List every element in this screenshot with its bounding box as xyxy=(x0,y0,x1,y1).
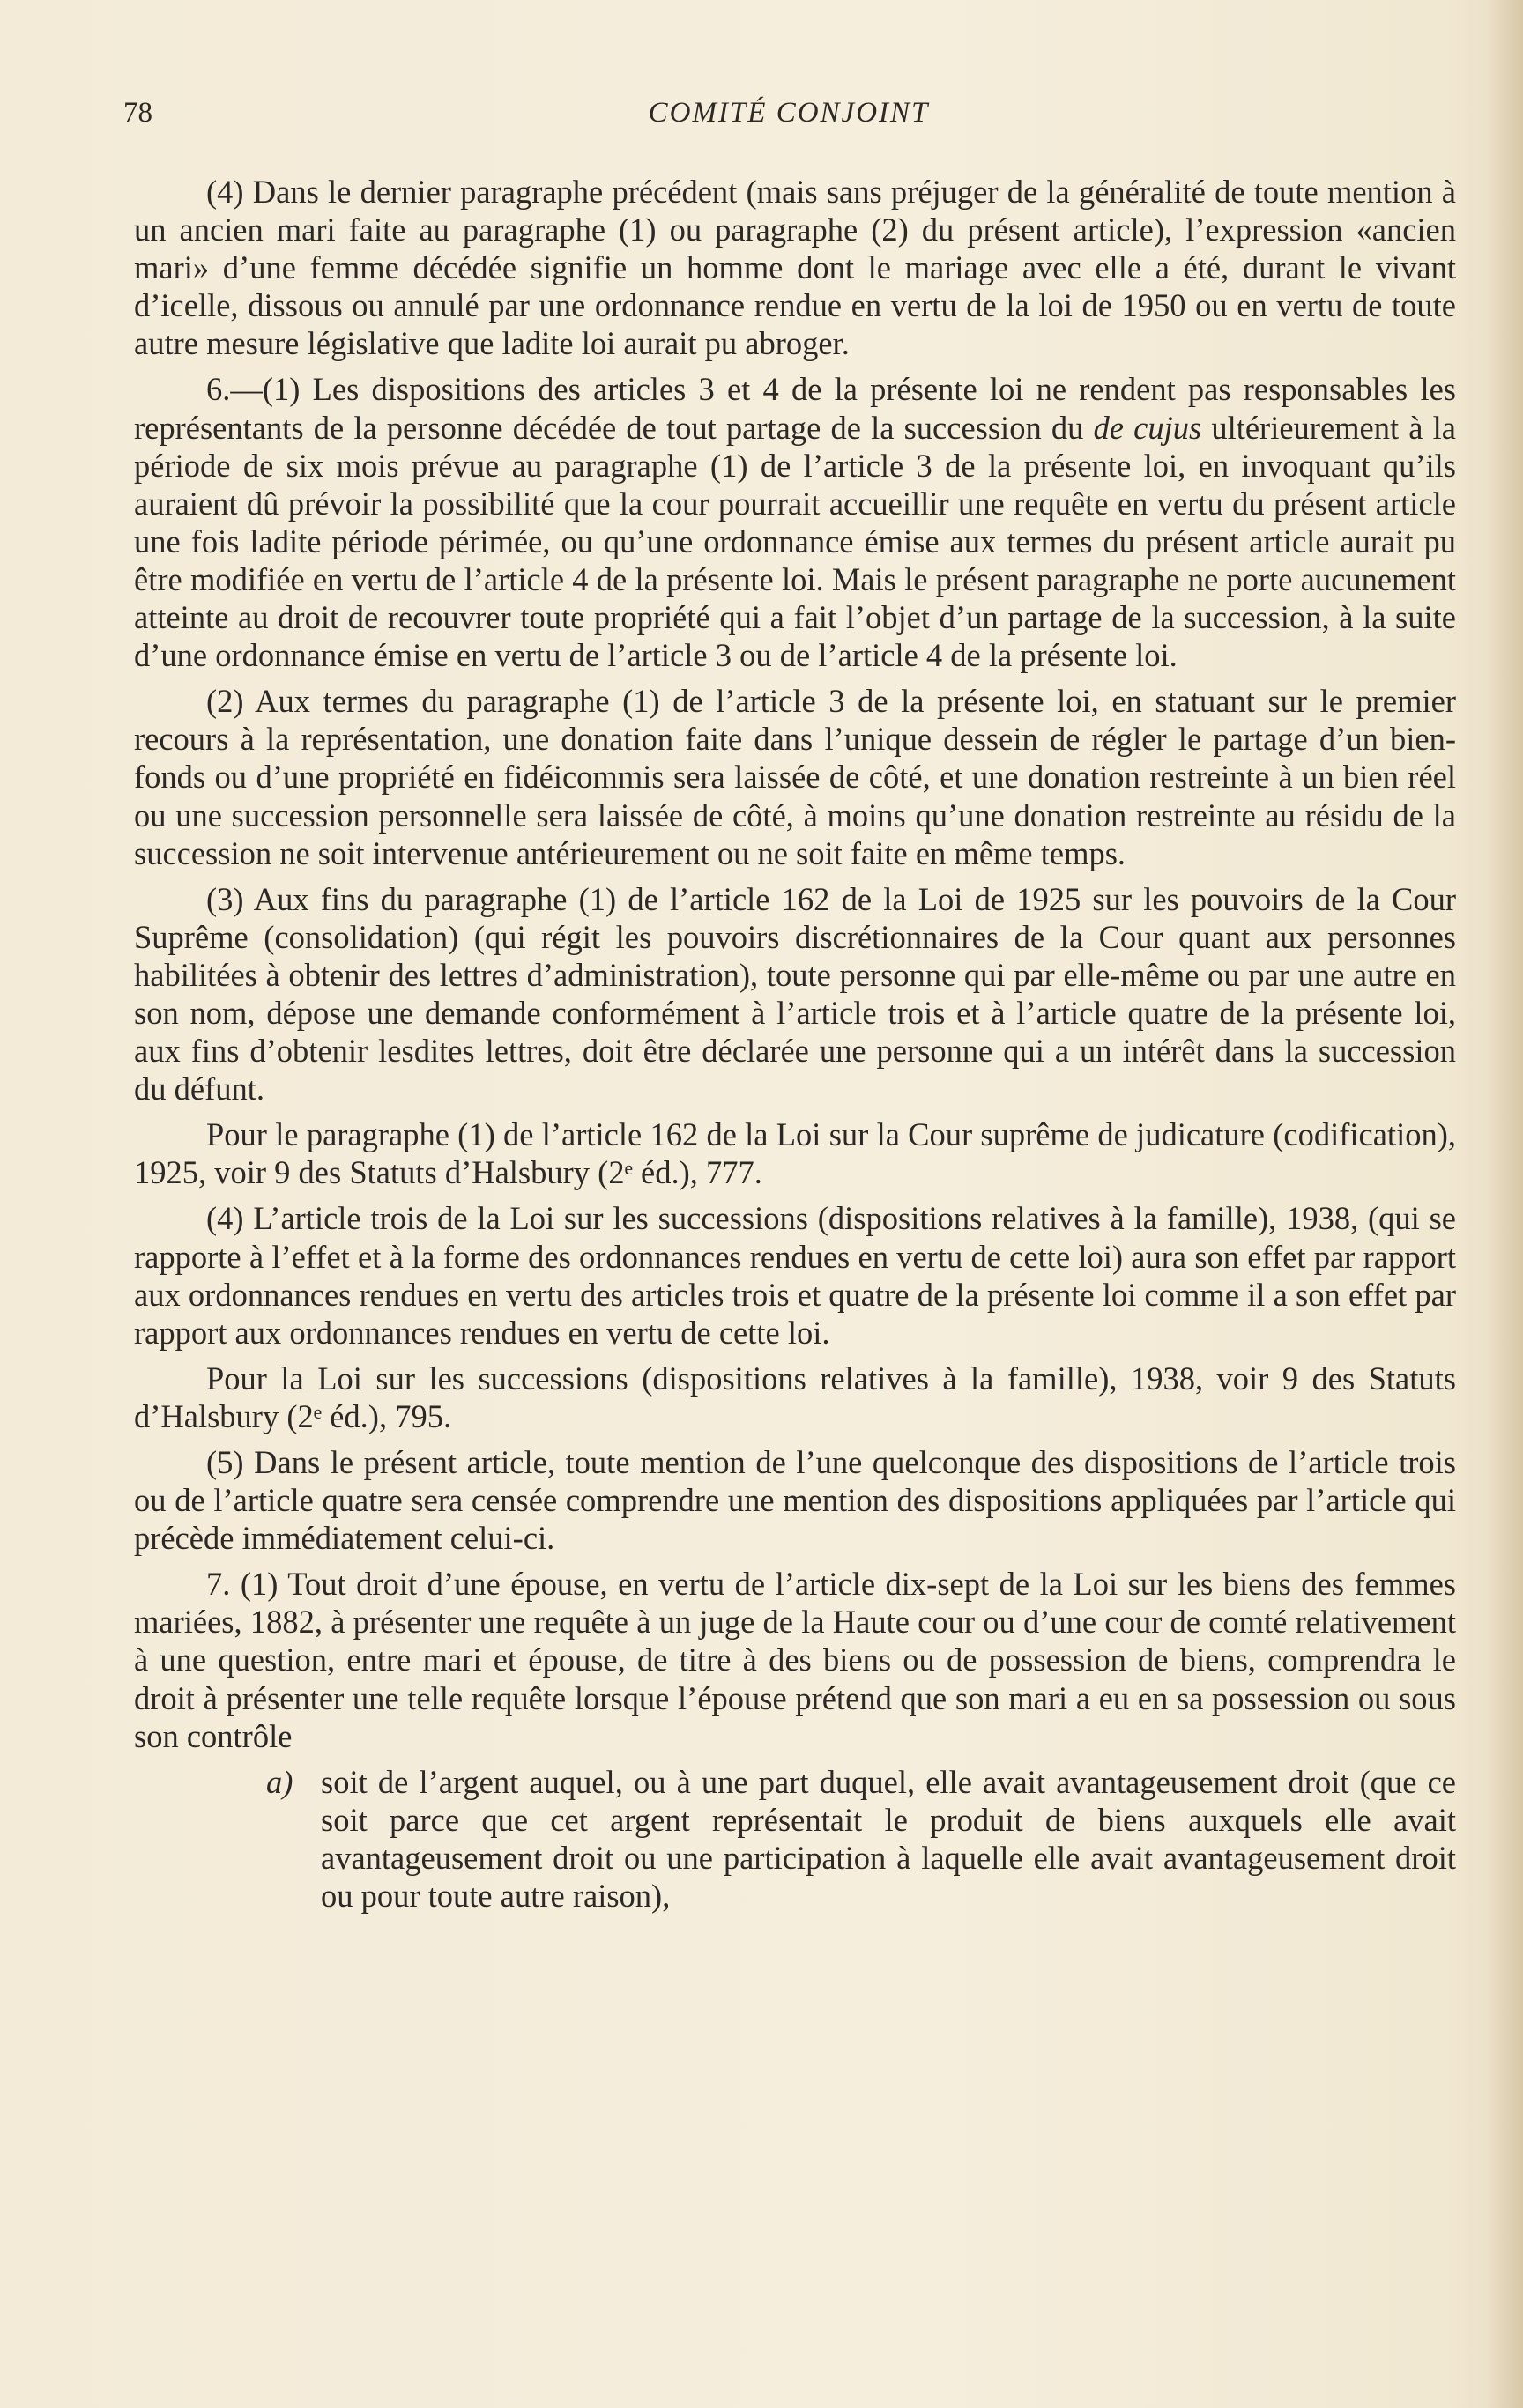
page-number: 78 xyxy=(123,97,152,129)
paragraph-article-7-1: 7. (1) Tout droit d’une épouse, en vertu de l’article dix-sept de la Loi sur les biens des femmes mariées, 1882, à présenter une requête à un juge de la Haute cour ou d’une cour de comté relativement à une question, entre mari et épouse, de titre à des biens ou de possession de biens, comprendra le droit à présenter une telle requête lorsque l’épouse prétend que son mari a eu en sa possession ou sous son contrôle xyxy=(134,1566,1456,1754)
running-head: COMITÉ CONJOINT xyxy=(648,97,930,129)
page-body xyxy=(134,173,1456,1915)
list-marker: a) xyxy=(266,1763,293,1800)
paragraph-6-3: (3) Aux fins du paragraphe (1) de l’article 162 de la Loi de 1925 sur les pouvoirs de la Cour Suprême (consolidation) (qui régit les pouvoirs discrétionnaires de la Cour quant aux personnes habilitées à obtenir des lettres d’administration), toute personne qui par elle-même ou par une autre en son nom, dépose une demande conformément à l’article trois et à l’article quatre de la présente loi, aux fins d’obtenir lesdites lettres, doit être déclarée une personne qui a un intérêt dans la succession du défunt. xyxy=(134,880,1456,1108)
note-loi-successions: Pour la Loi sur les successions (dispositions relatives à la famille), 1938, voir 9 des Statuts d’Halsbury (2ᵉ éd.), 795. xyxy=(134,1360,1456,1434)
paragraph-6-2: (2) Aux termes du paragraphe (1) de l’article 3 de la présente loi, en statuant sur le premier recours à la représentation, une donation faite dans l’unique dessein de régler le partage d’un bien-fonds ou d’une propriété en fidéicommis sera laissée de côté, et une donation restreinte à un bien réel ou une succession personnelle sera laissée de côté, à moins qu’une donation restreinte au résidu de la succession ne soit intervenue antérieurement ou ne soit faite en même temps. xyxy=(134,683,1456,871)
paragraph-4-ancien-mari: (4) Dans le dernier paragraphe précédent (mais sans préjuger de la généralité de toute mention à un ancien mari faite au paragraphe (1) ou paragraphe (2) du présent article), l’expression «ancien mari» d’une femme décédée signifie un homme dont le mariage avec elle a été, durant le vivant d’icelle, dissous ou annulé par une ordonnance rendue en vertu de la loi de 1950 ou en vertu de toute autre mesure législative que ladite loi aurait pu abroger. xyxy=(134,174,1456,362)
paragraph-text: 6.—(1) Les dispositions des articles 3 et 4 de la présente loi ne rendent pas responsables les représentants de la personne décédée de tout partage de la succession du xyxy=(134,371,1456,446)
note-article-162: Pour le paragraphe (1) de l’article 162 de la Loi sur la Cour suprême de judicature (codification), 1925, voir 9 des Statuts d’Halsbury (2ᵉ éd.), 777. xyxy=(134,1116,1456,1191)
paragraph-article-6-1 xyxy=(134,370,1456,674)
page-gutter-shadow xyxy=(1486,0,1523,2408)
italic-term: de cujus xyxy=(1093,409,1202,446)
page-header xyxy=(123,97,1454,150)
list-item-text: soit de l’argent auquel, ou à une part duquel, elle avait avantageusement droit (que ce soit parce que cet argent représentait le produit de biens auxquels elle avait avantageusement droit ou une participation à laquelle elle avait avantageusement droit ou pour toute autre raison), xyxy=(321,1763,1456,1915)
list-item-a xyxy=(134,1763,1456,1915)
paragraph-6-4: (4) L’article trois de la Loi sur les successions (dispositions relatives à la famille), 1938, (qui se rapporte à l’effet et à la forme des ordonnances rendues en vertu de cette loi) aura son effet par rapport aux ordonnances rendues en vertu des articles trois et quatre de la présente loi comme il a son effet par rapport aux ordonnances rendues en vertu de cette loi. xyxy=(134,1200,1456,1351)
paragraph-6-5: (5) Dans le présent article, toute mention de l’une quelconque des dispositions de l’article trois ou de l’article quatre sera censée comprendre une mention des dispositions appliquées par l’article qui précède immédiatement celui-ci. xyxy=(134,1444,1456,1557)
paragraph-text: ultérieurement à la période de six mois prévue au paragraphe (1) de l’article 3 de la présente loi, en invoquant qu’ils auraient dû prévoir la possibilité que la cour pourrait accueillir une requête en vertu du présent article une fois ladite période périmée, ou qu’une ordonnance émise aux termes du présent article aurait pu être modifiée en vertu de l’article 4 de la présente loi. Mais le présent paragraphe ne porte aucunement atteinte au droit de recouvrer toute propriété qui a fait l’objet d’un partage de la succession, à la suite d’une ordonnance émise en vertu de l’article 3 ou de l’article 4 de la présente loi. xyxy=(134,409,1456,674)
